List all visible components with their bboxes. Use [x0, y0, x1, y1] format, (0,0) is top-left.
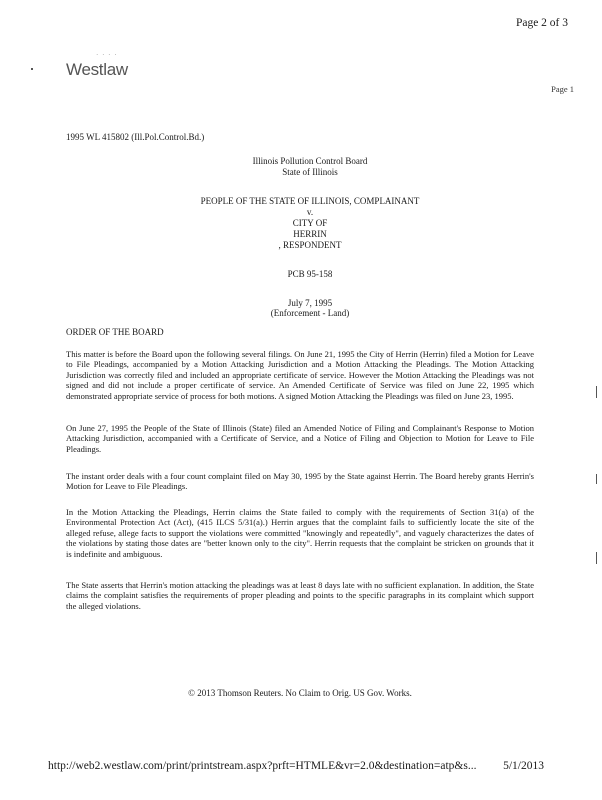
print-date: 5/1/2013	[503, 760, 544, 772]
complainant: PEOPLE OF THE STATE OF ILLINOIS, COMPLAINANT	[200, 196, 420, 206]
page-label: Page 1	[551, 84, 574, 94]
paragraph: In the Motion Attacking the Pleadings, Herrin claims the State failed to comply with the requirements of Section 31(a) of the Environmental Protection Act (Act), (415 ILCS 5/31(a).) Herrin argues that the complaint fails to sufficiently locate the site of the alleged refuse, allege facts to support the violations were committed "knowingly and repeatedly", and vaguely characterizes the dates of the violations by stating those dates are "better known only to the city". Herrin requests that the complaint be stricken on grounds that it is indefinite and ambiguous.	[66, 507, 534, 559]
scan-speck	[31, 68, 33, 70]
page-of-indicator: Page 2 of 3	[515, 17, 568, 29]
paragraph: This matter is before the Board upon the following several filings. On June 21, 1995 the City of Herrin (Herrin) filed a Motion for Leave to File Pleadings, accompanied by a Motion Attacking Jurisdiction and a Motion Attacking the Pleadings. The Motion Attacking Jurisdiction was correctly filed and included an appropriate certificate of service. However the Motion Attacking the Pleadings was not signed and did not include a proper certificate of service. An Amended Certificate of Service was filed on June 22, 1995 which demonstrated appropriate service of process for both motions. A signed Motion Attacking the Pleadings was filed on June 23, 1995.	[66, 349, 534, 401]
versus: v.	[306, 207, 314, 217]
scan-speck	[596, 552, 597, 564]
respondent-line-1: CITY OF	[292, 218, 328, 228]
case-date: July 7, 1995	[287, 298, 333, 308]
respondent-line-3: , RESPONDENT	[278, 240, 342, 250]
citation: 1995 WL 415802 (Ill.Pol.Control.Bd.)	[66, 132, 205, 142]
westlaw-logo: Westlaw	[66, 60, 128, 79]
copyright-footer: © 2013 Thomson Reuters. No Claim to Orig. US Gov. Works.	[188, 688, 412, 698]
paragraph: On June 27, 1995 the People of the State of Illinois (State) filed an Amended Notice of Filing and Complainant's Response to Motion Attacking Jurisdiction, accompanied with a Certificate of Service, and a Notice of Filing and Objection to Motion for Leave to File Pleadings.	[66, 423, 534, 454]
print-url: http://web2.westlaw.com/print/printstream.aspx?prft=HTMLE&vr=2.0&destination=atp&s...	[48, 760, 477, 772]
paragraph: The instant order deals with a four count complaint filed on May 30, 1995 by the State against Herrin. The Board hereby grants Herrin's Motion for Leave to File Pleadings.	[66, 471, 534, 492]
court-name: Illinois Pollution Control Board	[252, 156, 368, 166]
order-heading: ORDER OF THE BOARD	[66, 327, 164, 337]
logo-mark: · · · ·	[96, 51, 118, 59]
paragraph: The State asserts that Herrin's motion attacking the pleadings was at least 8 days late with no sufficient explanation. In addition, the State claims the complaint satisfies the requirements of proper pleading and points to the specific paragraphs in its complaint which support the alleged violations.	[66, 580, 534, 611]
case-number: PCB 95-158	[287, 269, 333, 279]
respondent-line-2: HERRIN	[293, 229, 327, 239]
scan-speck	[596, 474, 597, 484]
scan-speck	[596, 386, 597, 398]
case-caption	[100, 156, 520, 309]
case-type: (Enforcement - Land)	[270, 308, 350, 318]
state-name: State of Illinois	[282, 167, 338, 177]
